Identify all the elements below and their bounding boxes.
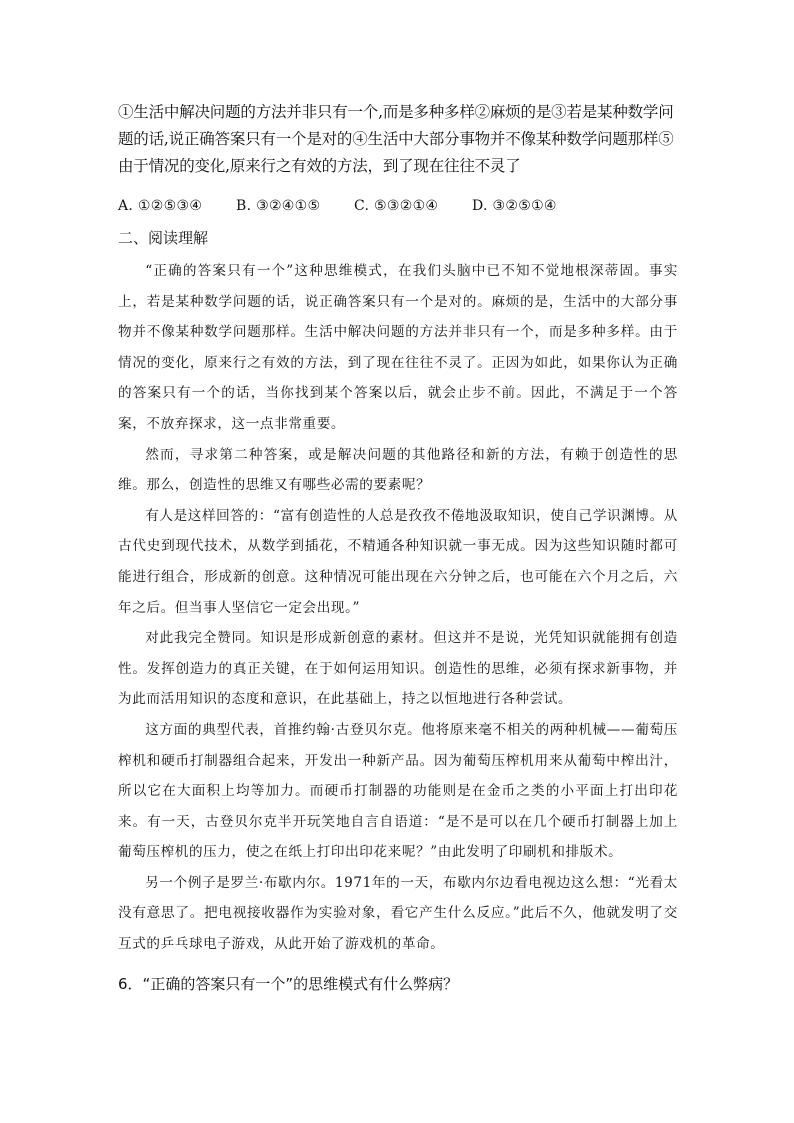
option-b[interactable]: B. ③②④①⑤ [236,198,321,214]
reading-passage [118,256,678,960]
passage-paragraph-5: 这方面的典型代表，首推约翰·古登贝尔克。他将原来毫不相关的两种机械——葡萄压榨机和硬币打制器组合起来，开发出一种新产品。因为葡萄压榨机用来从葡萄中榨出汁，所以它在大面积上均等加力。而硬币打制器的功能则是在金币之类的小平面上打出印花来。有一天，古登贝尔克半开玩笑地自言自语道：“是不是可以在几个硬币打制器上加上葡萄压榨机的压力，使之在纸上打印出印花来呢？”由此发明了印刷机和排版术。 [118,721,678,861]
passage-paragraph-1: “正确的答案只有一个”这种思维模式，在我们头脑中已不知不觉地根深蒂固。事实上，若是某种数学问题的话，说正确答案只有一个是对的。麻烦的是，生活中的大部分事物并不像某种数学问题那样。生活中解决问题的方法并非只有一个，而是多种多样。由于情况的变化，原来行之有效的方法，到了现在往往不灵了。正因为如此，如果你认为正确的答案只有一个的话，当你找到某个答案以后，就会止步不前。因此，不满足于一个答案，不放弃探求，这一点非常重要。 [118,263,678,432]
question-6: 6．“正确的答案只有一个”的思维模式有什么弊病？ [118,975,459,993]
passage-paragraph-4: 对此我完全赞同。知识是形成新创意的素材。但这并不是说，光凭知识就能拥有创造性。发挥创造力的真正关键，在于如何运用知识。创造性的思维，必须有探求新事物，并为此而活用知识的态度和意识，在此基础上，持之以恒地进行各种尝试。 [118,630,678,708]
passage-paragraph-3: 有人是这样回答的：“富有创造性的人总是孜孜不倦地汲取知识，使自己学识渊博。从古代史到现代技术，从数学到插花，不精通各种知识就一事无成。因为这些知识随时都可能进行组合，形成新的创意。这种情况可能出现在六分钟之后，也可能在六个月之后，六年之后。但当事人坚信它一定会出现。” [118,507,678,616]
question-5-options [118,194,678,218]
question-5-sentences: ①生活中解决问题的方法并非只有一个,而是多种多样②麻烦的是③若是某种数学问题的话,说正确答案只有一个是对的④生活中大部分事物并不像某种数学问题那样⑤由于情况的变化,原来行之有效的方法，到了现在往往不灵了 [118,103,674,175]
option-a[interactable]: A. ①②⑤③④ [118,198,203,214]
passage-paragraph-2: 然而，寻求第二种答案，或是解决问题的其他路径和新的方法，有赖于创造性的思维。那么，创造性的思维又有哪些必需的要素呢？ [118,446,678,494]
option-d[interactable]: D. ③②⑤①④ [472,198,557,214]
option-c[interactable]: C. ⑤③②①④ [354,198,439,214]
passage-paragraph-6: 另一个例子是罗兰·布歇内尔。1971年的一天，布歇内尔边看电视边这么想：“光看太没有意思了。把电视接收器作为实验对象，看它产生什么反应。”此后不久，他就发明了交互式的乒乓球电子游戏，从此开始了游戏机的革命。 [118,874,678,953]
section-title: 二、阅读理解 [118,229,209,247]
